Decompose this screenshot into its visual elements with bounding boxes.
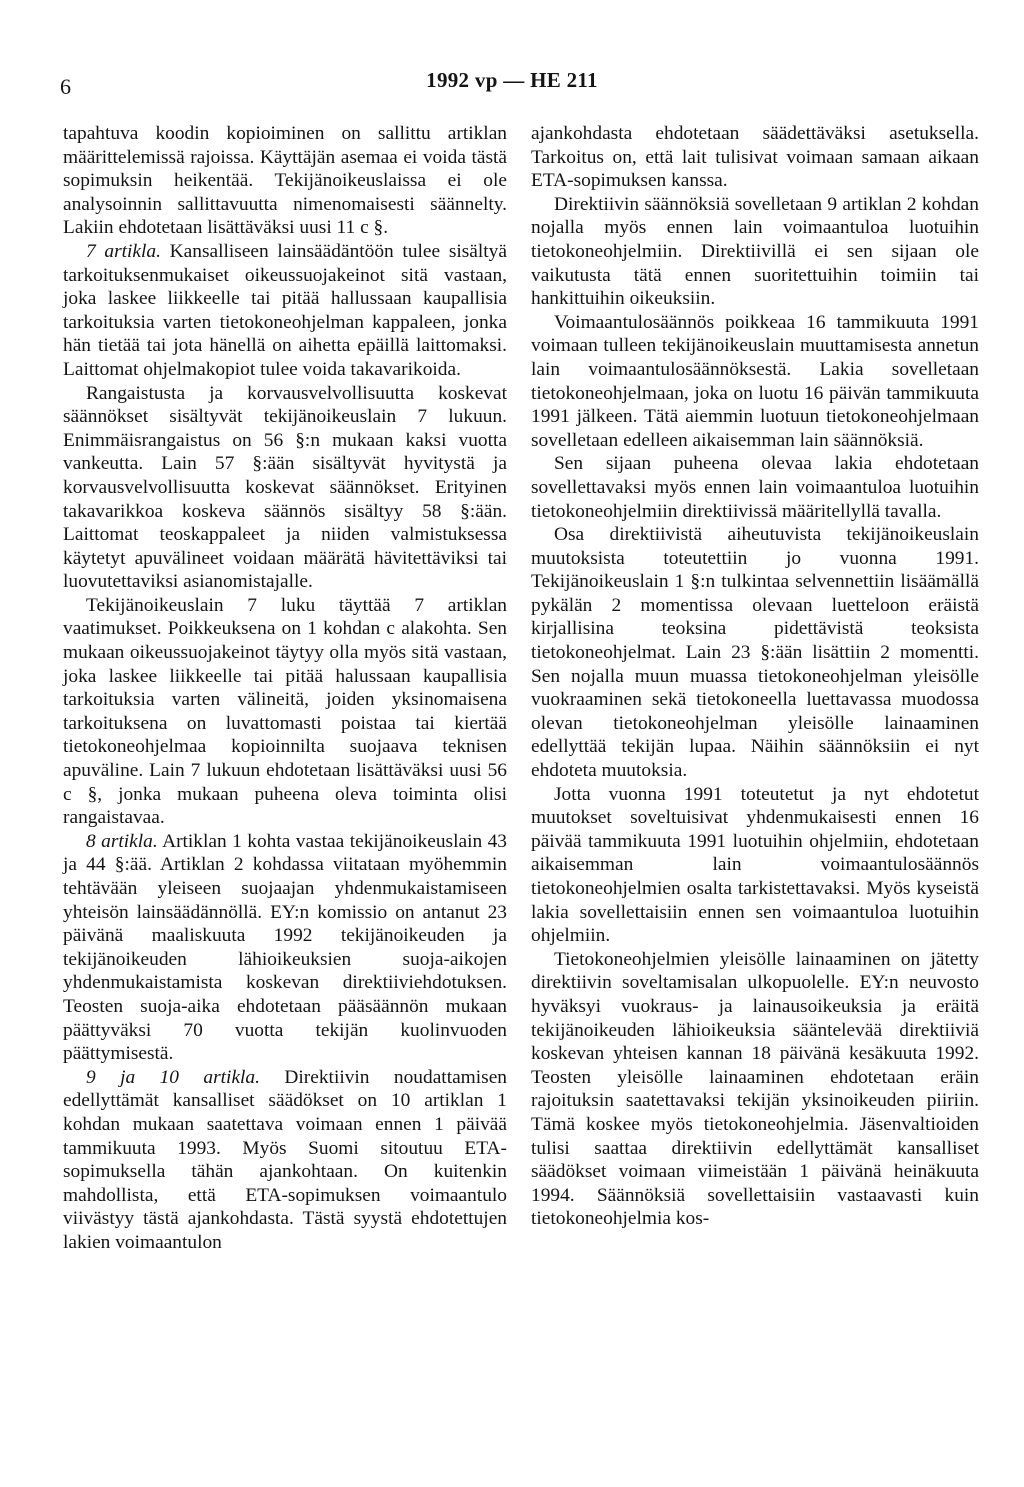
paragraph: Sen sijaan puheena olevaa lakia ehdotetaan sovellettavaksi myös ennen lain voimaantuloa luotuihin tietokoneohjelmiin direktiivissä määritellyllä tavalla. (531, 453, 979, 522)
paragraph: ajankohdasta ehdotetaan säädettäväksi asetuksella. Tarkoitus on, että lait tulisivat voimaan samaan aikaan ETA-sopimuksen kanssa. (531, 123, 979, 192)
paragraph: 7 artikla. Kansalliseen lainsäädäntöön tulee sisältyä tarkoituksenmukaiset oikeussuojakeinot sitä vastaan, joka laskee liikkeelle tai pitää hallussaan kaupallisia tarkoituksia varten tietokoneohjelman kappaleen, jonka hän tietää tai jota hänellä on aihetta epäillä laittomaksi. Laittomat ohjelmakopiot tulee voida takavarikoida. (63, 240, 507, 380)
paragraph: 8 artikla. Artiklan 1 kohta vastaa tekijänoikeuslain 43 ja 44 §:ää. Artiklan 2 kohdassa viitataan myöhemmin tehtävään yleiseen suojaajan yhdenmukaistamiseen yhteisön lainsäädännöllä. EY:n komissio on antanut 23 päivänä maaliskuuta 1992 tekijänoikeuden ja tekijänoikeuden lähioikeuksien suoja-aikojen yhdenmukaistamista koskevan direktiiviehdotuksen. Teosten suoja-aika ehdotetaan pääsäännön mukaan päättyväksi 70 vuotta tekijän kuolinvuoden päättymisestä. (63, 830, 507, 1065)
paragraph: tapahtuva koodin kopioiminen on sallittu artiklan määrittelemissä rajoissa. Käyttäjän asemaa ei voida tästä sopimuksin heikentää. Tekijänoikeuslaissa ei ole analysoinnin sallittavuutta nimenomaisesti säännelty. Lakiin ehdotetaan lisättäväksi uusi 11 c §. (63, 123, 507, 239)
paragraph: Voimaantulosäännös poikkeaa 16 tammikuuta 1991 voimaan tulleen tekijänoikeuslain muuttamisesta annetun lain voimaantulosäännöksestä. Lakia sovelletaan tietokoneohjelmaan, joka on luotu 16 päivän tammikuuta 1991 jälkeen. Tätä aiemmin luotuun tietokoneohjelmaan sovelletaan edelleen aikaisemman lain säännöksiä. (531, 311, 979, 451)
paragraph: Tekijänoikeuslain 7 luku täyttää 7 artiklan vaatimukset. Poikkeuksena on 1 kohdan c alakohta. Sen mukaan oikeussuojakeinot täytyy olla myös sitä vastaan, joka laskee liikkeelle tai pitää halussaan kaupallisia tarkoituksia varten välineitä, joiden yksinomaisena tarkoituksena on luvattomasti poistaa tai kiertää tietokoneohjelmaa kopioinnilta suojaava teknisen apuväline. Lain 7 lukuun ehdotetaan lisättäväksi uusi 56 c §, jonka mukaan puheena oleva toiminta olisi rangaistavaa. (63, 594, 507, 829)
paragraph: Osa direktiivistä aiheutuvista tekijänoikeuslain muutoksista toteutettiin jo vuonna 1991. Tekijänoikeuslain 1 §:n tulkintaa selvennettiin lisäämällä pykälän 2 momentissa olevaan luetteloon eräistä kirjallisina teoksina pidettävistä teoksista tietokoneohjelmat. Lain 23 §:ään lisättiin 2 momentti. Sen nojalla muun muassa tietokoneohjelman yleisölle vuokraaminen sekä tietokoneella luettavassa muodossa olevan tietokoneohjelman yleisölle lainaaminen edellyttää tekijän lupaa. Näihin säännöksiin ei nyt ehdoteta muutoksia. (531, 524, 979, 782)
left-column (63, 122, 507, 1255)
article-heading: 9 ja 10 artikla. (86, 1066, 260, 1088)
article-heading: 7 artikla. (86, 240, 161, 262)
article-heading: 8 artikla. (86, 830, 158, 852)
right-column (531, 122, 979, 1231)
paragraph: Rangaistusta ja korvausvelvollisuutta koskevat säännökset sisältyvät tekijänoikeuslain 7 lukuun. Enimmäisrangaistus on 56 §:n mukaan kaksi vuotta vankeutta. Lain 57 §:ään sisältyvät hyvitystä ja korvausvelvollisuutta koskevat säännökset. Erityinen takavarikkoa koskeva säännös sisältyy 58 §:ään. Laittomat teoskappaleet ja niiden valmistuksessa käytetyt apuvälineet voidaan määrätä hävitettäviksi tai luovutettaviksi asianomistajalle. (63, 382, 507, 593)
page-number: 6 (60, 74, 71, 99)
paragraph: Direktiivin säännöksiä sovelletaan 9 artiklan 2 kohdan nojalla myös ennen lain voimaantuloa luotuihin tietokoneohjelmiin. Direktiivillä ei sen sijaan ole vaikutusta tätä ennen suoritettuihin toimiin tai hankittuihin oikeuksiin. (531, 193, 979, 310)
running-head: 1992 vp — HE 211 (426, 68, 598, 92)
paragraph: 9 ja 10 artikla. Direktiivin noudattamisen edellyttämät kansalliset säädökset on 10 artiklan 1 kohdan mukaan saatettava voimaan ennen 1 päivää tammikuuta 1993. Myös Suomi sitoutuu ETA-sopimuksella tähän ajankohtaan. On kuitenkin mahdollista, että ETA-sopimuksen voimaantulo viivästyy tästä ajankohdasta. Tästä syystä ehdotettujen lakien voimaantulon (63, 1066, 507, 1253)
paragraph: Tietokoneohjelmien yleisölle lainaaminen on jätetty direktiivin soveltamisalan ulkopuolelle. EY:n neuvosto hyväksyi vuokraus- ja lainausoikeuksia ja eräitä tekijänoikeuden lähioikeuksia sääntelevää direktiiviä koskevan yhteisen kannan 18 päivänä kesäkuuta 1992. Teosten yleisölle lainaaminen ehdotetaan eräin rajoituksin saatettavaksi tekijän yksinoikeuden piiriin. Tämä koskee myös tietokoneohjelmia. Jäsenvaltioiden tulisi saattaa direktiivin edellyttämät kansalliset säädökset voimaan viimeistään 1 päivänä heinäkuuta 1994. Säännöksiä sovellettaisiin vastaavasti kuin tietokoneohjelmia kos- (531, 948, 979, 1230)
paragraph: Jotta vuonna 1991 toteutetut ja nyt ehdotetut muutokset soveltuisivat yhdenmukaisesti ennen 16 päivää tammikuuta 1991 luotuihin ohjelmiin, ehdotetaan aikaisemman lain voimaantulosäännös tietokoneohjelmien osalta tarkistettavaksi. Myös kyseistä lakia sovellettaisiin ennen sen voimaantuloa luotuihin ohjelmiin. (531, 783, 979, 947)
